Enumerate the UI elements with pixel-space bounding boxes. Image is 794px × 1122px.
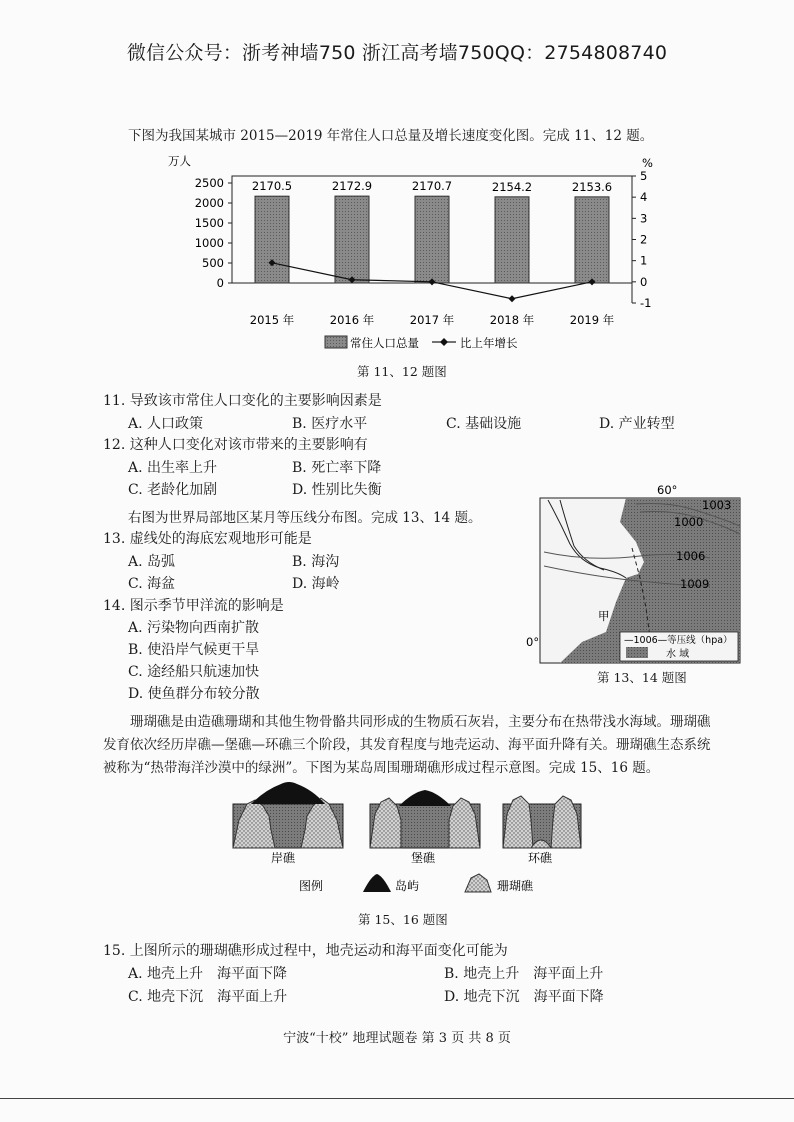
q14-option-d: D. 使鱼群分布较分散 [128,686,260,702]
population-chart [150,148,670,378]
y-right-tick-label: -1 [640,296,652,310]
legend-line-marker [440,338,448,346]
q13-stem: 13. 虚线处的海底宏观地形可能是 [103,531,312,547]
y-right-tick-label: 1 [640,253,648,268]
page-header-watermark: 微信公众号：浙考神墙750 浙江高考墙750QQ：2754808740 [126,42,668,64]
reef-caption: 第 15、16 题图 [358,912,448,927]
q11-option-a: A. 人口政策 [128,416,204,432]
intro-q11-12: 下图为我国某城市 2015—2019 年常住人口总量及增长速度变化图。完成 11、12 题。 [128,128,654,144]
legend-island-symbol [363,874,391,892]
isobar-label-1006: 1006 [676,549,706,563]
q15-option-c: C. 地壳下沉 海平面上升 [128,989,288,1005]
isobar-label-1000: 1000 [674,515,704,529]
bar-value-label: 2170.7 [411,179,453,194]
isobar-label-1003: 1003 [702,498,732,512]
q12-stem: 12. 这种人口变化对该市带来的主要影响有 [103,437,368,453]
reef-legend-island: 岛屿 [395,879,420,893]
bar-value-label: 2170.5 [251,179,293,194]
bar [415,196,449,283]
reef-label-barrier: 堡礁 [411,851,436,865]
reef-atoll [503,796,581,848]
y-left-tick-label: 2500 [194,176,224,190]
map-lat-0: 0° [526,635,540,649]
legend-bar-swatch [325,336,347,348]
y-right-unit: % [642,156,653,170]
y-right-tick-label: 0 [640,274,648,289]
map-legend-water: 水 域 [666,649,690,660]
q12-option-a: A. 出生率上升 [128,460,218,476]
q14-option-a: A. 污染物向西南扩散 [128,620,260,636]
x-tick-label: 2017 年 [409,313,455,327]
map-caption: 第 13、14 题图 [597,670,687,685]
reef-legend-coral: 珊瑚礁 [497,879,534,893]
isobar-label-1009: 1009 [680,577,710,591]
x-tick-label: 2015 年 [249,313,295,327]
x-tick-label: 2016 年 [329,313,375,327]
y-left-unit: 万人 [168,154,191,168]
intro-q13-14: 右图为世界局部地区某月等压线分布图。完成 13、14 题。 [128,510,482,526]
y-left-tick-label: 2000 [194,196,224,210]
reef-label-atoll: 环礁 [528,851,553,865]
y-right-tick-label: 2 [640,232,648,247]
bar [335,196,369,283]
growth-point [509,295,516,302]
reef-barrier [370,790,480,848]
y-right-tick-label: 5 [640,169,648,183]
y-right-tick-label: 3 [640,211,648,226]
y-left-tick-label: 500 [202,256,224,270]
q14-stem: 14. 图示季节甲洋流的影响是 [103,598,284,614]
q14-option-b: B. 使沿岸气候更干旱 [128,642,260,658]
map-legend-isobar: —1006—等压线（hpa） [624,635,733,646]
page-footer: 宁波“十校” 地理试题卷 第 3 页 共 8 页 [283,1031,511,1046]
reef-legend-title: 图例 [299,879,324,893]
map-legend-water-swatch [626,647,648,658]
y-left-tick-label: 0 [216,276,224,290]
x-tick-label: 2018 年 [489,313,535,327]
y-left-tick-label: 1000 [194,236,224,250]
legend-coral-symbol [465,874,491,892]
reef-label-fringing: 岸礁 [271,851,296,865]
fig1-caption: 第 11、12 题图 [357,364,447,379]
q13-option-c: C. 海盆 [128,576,176,592]
reef-diagram [225,780,585,902]
isobar-map [520,482,745,687]
q12-option-d: D. 性别比失衡 [292,482,382,498]
q15-stem: 15. 上图所示的珊瑚礁形成过程中，地壳运动和海平面变化可能为 [103,943,508,959]
bar [575,197,609,283]
q11-option-b: B. 医疗水平 [292,416,368,432]
bar-value-label: 2154.2 [491,179,533,194]
y-left-tick-label: 1500 [194,216,224,230]
y-right-tick-label: 4 [640,190,648,205]
bar [495,197,529,283]
coral-paragraph: 珊瑚礁是由造礁珊瑚和其他生物骨骼共同形成的生物质石灰岩，主要分布在热带浅水海域。珊瑚礁发育依次经历岸礁—堡礁—环礁三个阶段，其发育程度与地壳运动、海平面升降有关。珊瑚礁生态系统被称为“热带海洋沙漠中的绿洲”。下图为某岛周围珊瑚礁形成过程示意图。完成 15、16 题。 [103,714,711,776]
q13-option-b: B. 海沟 [292,554,340,570]
q15-option-a: A. 地壳上升 海平面下降 [128,966,288,982]
q11-stem: 11. 导致该市常住人口变化的主要影响因素是 [103,393,382,409]
chart-legend [325,336,518,350]
map-lat-60: 60° [657,483,678,497]
q15-option-b: B. 地壳上升 海平面上升 [444,966,604,982]
q14-option-c: C. 途经船只航速加快 [128,664,260,680]
q11-option-c: C. 基础设施 [446,416,522,432]
legend-line-label: 比上年增长 [460,336,518,350]
bar-value-label: 2153.6 [571,179,613,194]
q13-option-a: A. 岛弧 [128,554,176,570]
legend-bar-label: 常住人口总量 [350,336,419,350]
bottom-rule [0,1098,794,1099]
q11-option-d: D. 产业转型 [599,416,675,432]
bar [255,196,289,283]
bar-value-label: 2172.9 [331,179,373,194]
x-tick-label: 2019 年 [569,313,615,327]
reef-fringing [233,782,343,848]
q12-option-b: B. 死亡率下降 [292,460,382,476]
q15-option-d: D. 地壳下沉 海平面下降 [444,989,604,1005]
q13-option-d: D. 海岭 [292,576,340,592]
map-label-jia: 甲 [598,609,610,623]
q12-option-c: C. 老龄化加剧 [128,482,218,498]
